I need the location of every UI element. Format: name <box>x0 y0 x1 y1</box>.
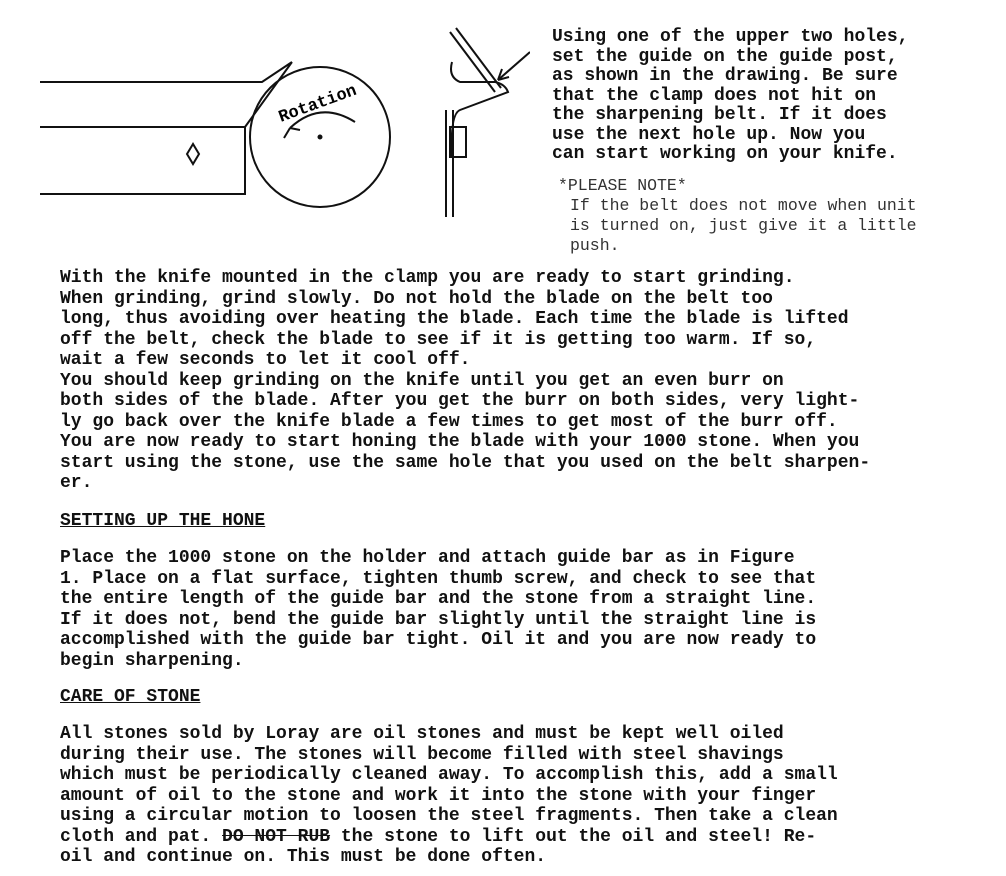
care-heading: CARE OF STONE <box>60 687 201 707</box>
grinding-paragraph: With the knife mounted in the clamp you are ready to start grinding. When grinding, grind slowly. Do not hold the blade on the belt too long, thus avoiding over heating the blade. Each time the blade is lifted off the belt, check the blade to see if it is getting too warm. If so, wait a few seconds to let it cool off. You should keep grinding on the knife until you get an even burr on both sides of the blade. After you get the burr on both sides, very light- ly go back over the knife blade a few times to get most of the burr off. You are now ready to start honing the blade with your 1000 stone. When you start using the stone, use the same hole that you used on the belt sharpen- er. <box>60 268 871 493</box>
wing-nut-icon <box>187 144 199 164</box>
care-text-after: the stone to lift out the oil and steel! Re- oil and continue on. This must be done often. <box>60 826 817 867</box>
please-note <box>556 176 996 256</box>
note-body: If the belt does not move when unit is turned on, just give it a little push. <box>570 196 917 255</box>
care-struck-text: DO NOT RUB <box>222 826 331 847</box>
intro-paragraph: Using one of the upper two holes, set the guide on the guide post, as shown in the drawing. Be sure that the clamp does not hit on the sharpening belt. If it does use the next hole up. Now you can start working on your knife. <box>552 27 909 164</box>
care-paragraph <box>60 724 980 868</box>
hone-heading: SETTING UP THE HONE <box>60 511 266 531</box>
belt-sharpener-diagram <box>40 22 530 222</box>
rotation-label: Rotation <box>276 81 360 128</box>
pointer-arrow-icon <box>498 52 530 80</box>
hone-paragraph: Place the 1000 stone on the holder and attach guide bar as in Figure 1. Place on a flat surface, tighten thumb screw, and check to see that the entire length of the guide bar and the stone from a straight line. If it does not, bend the guide bar slightly until the straight line is accomplished with the guide bar tight. Oil it and you are now ready to begin sharpening. <box>60 548 817 671</box>
note-title: *PLEASE NOTE* <box>558 176 687 195</box>
care-text-before: All stones sold by Loray are oil stones and must be kept well oiled during their use. The stones will become filled with steel shavings which must be periodically cleaned away. To accomplish this, add a small amount of oil to the stone and work it into the stone with your finger using a circular motion to loosen the steel fragments. Then take a clean cloth and pat. <box>60 724 838 847</box>
